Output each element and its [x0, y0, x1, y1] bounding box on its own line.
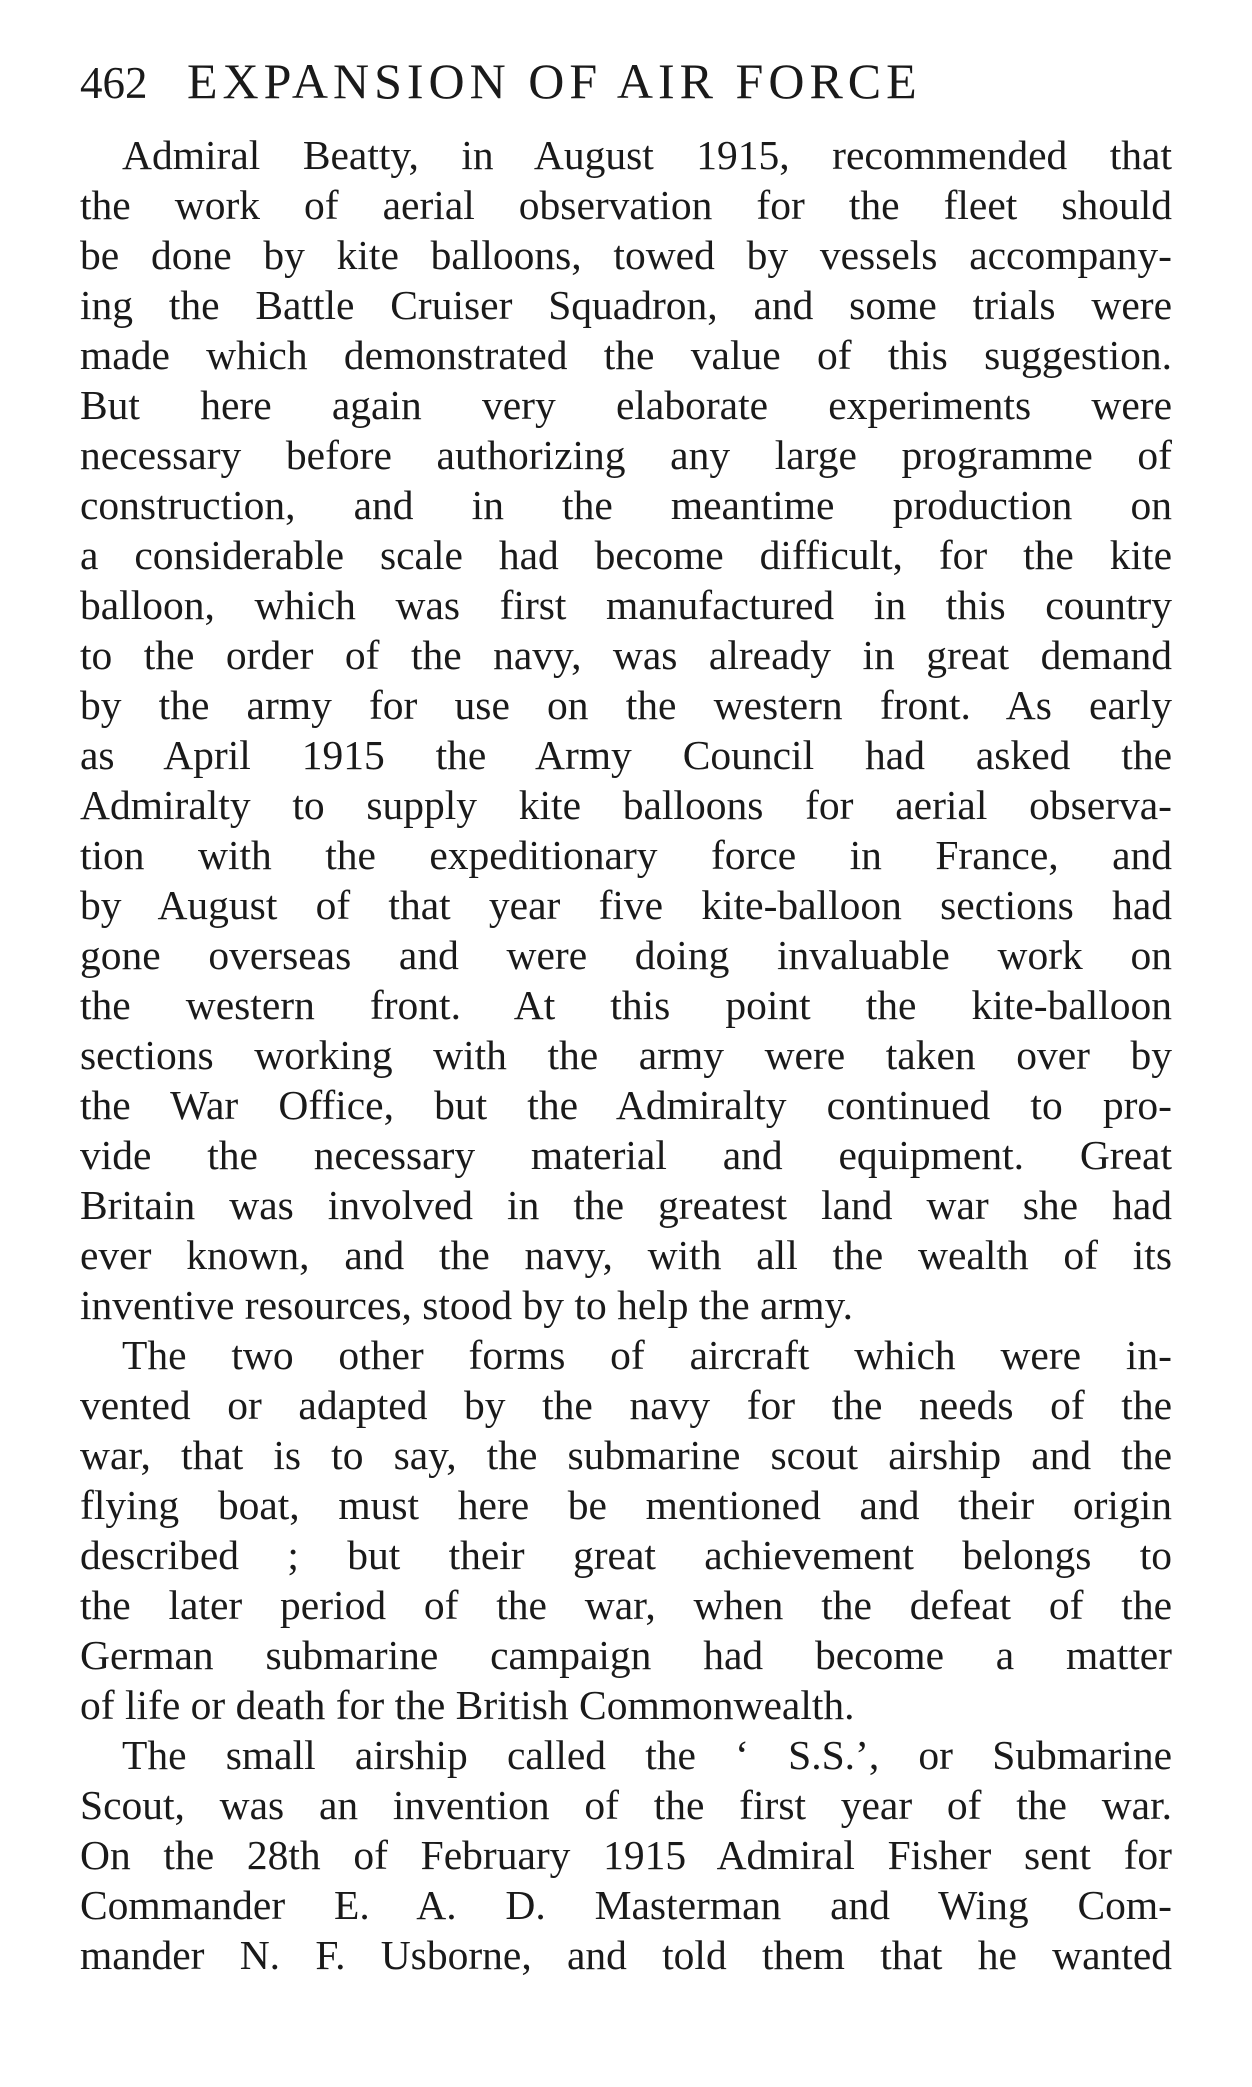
paragraph-1 [80, 130, 1172, 1330]
paragraph-2 [80, 1330, 1172, 1730]
text-line: Commander E. A. D. Masterman and Wing Com- [80, 1882, 1172, 1928]
text-line: Admiralty to supply kite balloons for aerial observa- [80, 782, 1172, 828]
text-line: the work of aerial observation for the fleet should [80, 182, 1172, 228]
text-line: tion with the expeditionary force in France, and [80, 832, 1172, 878]
text-line: by August of that year five kite-balloon sections had [80, 882, 1172, 928]
page-number: 462 [80, 58, 148, 108]
text-line: German submarine campaign had become a matter [80, 1632, 1172, 1678]
text-line: necessary before authorizing any large programme of [80, 432, 1172, 478]
text-line: war, that is to say, the submarine scout airship and the [80, 1432, 1172, 1478]
text-line: by the army for use on the western front. As early [80, 682, 1172, 728]
body-text [80, 130, 1172, 1980]
text-line: Britain was involved in the greatest land war she had [80, 1182, 1172, 1228]
text-line: of life or death for the British Commonwealth. [80, 1682, 855, 1728]
text-line: the War Office, but the Admiralty continued to pro- [80, 1082, 1172, 1128]
text-line: made which demonstrated the value of this suggestion. [80, 332, 1172, 378]
text-line: On the 28th of February 1915 Admiral Fisher sent for [80, 1832, 1172, 1878]
text-line: ever known, and the navy, with all the wealth of its [80, 1232, 1172, 1278]
text-line: Admiral Beatty, in August 1915, recommended that [122, 132, 1172, 178]
text-line: ing the Battle Cruiser Squadron, and some trials were [80, 282, 1172, 328]
text-line: be done by kite balloons, towed by vessels accompany- [80, 232, 1172, 278]
paragraph-3 [80, 1730, 1172, 1980]
text-line: mander N. F. Usborne, and told them that he wanted [80, 1932, 1172, 1978]
text-line: Scout, was an invention of the first year of the war. [80, 1782, 1172, 1828]
text-line: to the order of the navy, was already in great demand [80, 632, 1172, 678]
text-line: The small airship called the ‘ S.S.’, or Submarine [122, 1732, 1172, 1778]
text-line: sections working with the army were taken over by [80, 1032, 1172, 1078]
text-line: as April 1915 the Army Council had asked the [80, 732, 1172, 778]
text-line: construction, and in the meantime production on [80, 482, 1172, 528]
text-line: vented or adapted by the navy for the needs of the [80, 1382, 1172, 1428]
text-line: the western front. At this point the kite-balloon [80, 982, 1172, 1028]
text-line: balloon, which was first manufactured in this country [80, 582, 1172, 628]
text-line: inventive resources, stood by to help the army. [80, 1282, 853, 1328]
text-line: described ; but their great achievement belongs to [80, 1532, 1172, 1578]
text-line: But here again very elaborate experiments were [80, 382, 1172, 428]
running-head [80, 52, 1172, 122]
text-line: vide the necessary material and equipment. Great [80, 1132, 1172, 1178]
running-title: EXPANSION OF AIR FORCE [187, 53, 922, 109]
text-line: flying boat, must here be mentioned and their origin [80, 1482, 1172, 1528]
text-line: The two other forms of aircraft which were in- [122, 1332, 1172, 1378]
text-line: gone overseas and were doing invaluable work on [80, 932, 1172, 978]
text-line: a considerable scale had become difficult, for the kite [80, 532, 1172, 578]
text-line: the later period of the war, when the defeat of the [80, 1582, 1172, 1628]
book-page [80, 52, 1172, 1980]
